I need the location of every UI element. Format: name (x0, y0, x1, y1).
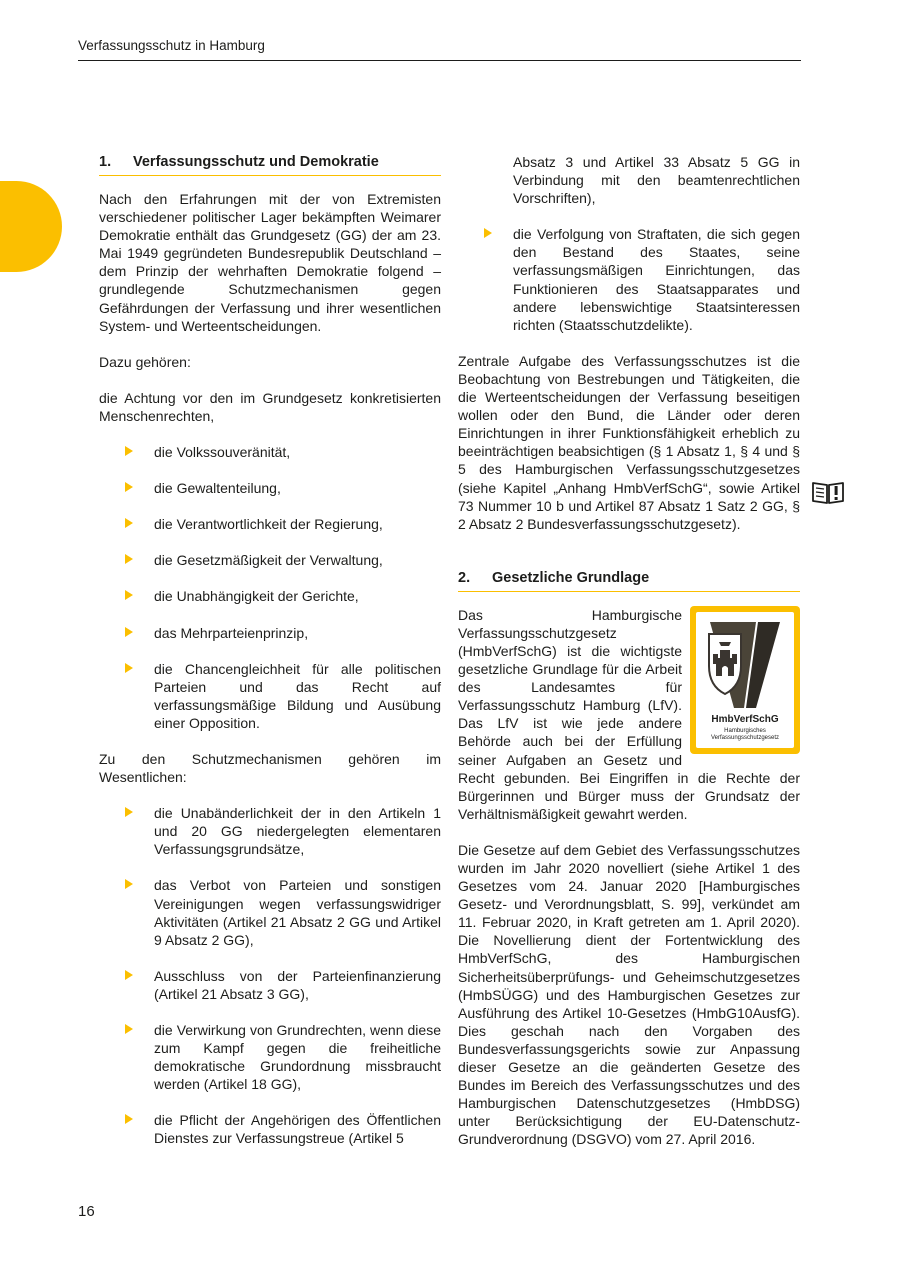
central-task-paragraph: Zentrale Aufgabe des Verfassungsschutzes ist die Beobachtung von Bestrebungen und Tätigkeiten, die die Werteentscheidungen der Verfassung beseitigen wollen oder den Bund, die Länder oder deren Einrichtungen in ihrer Funktionsfähigkeit erheblich zu beeinträchtigen beabsichtigen (§ 1 Absatz 1, § 4 und § 5 des Hamburgischen Verfassungsschutzgesetzes (siehe Kapitel „Anhang HmbVerfSchG“, sowie Artikel 73 Nummer 10 b und Artikel 87 Absatz 1 Satz 2 GG, § 2 Absatz 2 Bundesverfassungsschutzgesetz). (458, 352, 800, 532)
section-1-heading (99, 153, 441, 176)
triangle-bullet-icon (125, 663, 133, 673)
list-item: die Gesetzmäßigkeit der Verwaltung, (99, 551, 441, 569)
section-1-title: Verfassungsschutz und Demokratie (133, 154, 379, 170)
list-item: die Verwirkung von Grundrechten, wenn diese zum Kampf gegen die freiheitliche demokratische Grundordnung missbraucht werden (Artikel 18 GG), (99, 1021, 441, 1093)
left-column (99, 153, 441, 1166)
hamburg-coat-of-arms-v-logo (696, 612, 794, 712)
list-item: die Unabänderlichkeit der in den Artikeln 1 und 20 GG niedergelegten elementaren Verfassungsgrundsätze, (99, 804, 441, 858)
triangle-bullet-icon (125, 807, 133, 817)
mechanisms-list (99, 804, 441, 1147)
list-item: die Pflicht der Angehörigen des Öffentlichen Dienstes zur Verfassungstreue (Artikel 5 (99, 1111, 441, 1147)
section-2-paragraph-1: Das Hamburgische Verfassungsschutzgesetz (HmbVerfSchG) ist die wichtigste gesetzliche Grundlage für die Arbeit des Landesamtes für Verfassungsschutz Hamburg (LfV). Das LfV ist wie jede andere Behörde auch bei der Erfüllung seiner Aufgaben an Gesetz und Recht gebunden. Bei Eingriffen in die Rechte der Bürgerinnen und Bürger muss der Grundsatz der Verhältnismäßigkeit gewahrt werden. (458, 606, 800, 822)
section-2-title: Gesetzliche Grundlage (492, 569, 650, 586)
list-item: das Verbot von Parteien und sonstigen Vereinigungen wegen verfassungswidriger Aktivitäten (Artikel 21 Absatz 2 GG und Artikel 9 Absatz 2 GG), (99, 876, 441, 948)
header-rule (78, 60, 801, 61)
triangle-bullet-icon (125, 554, 133, 564)
triangle-bullet-icon (125, 627, 133, 637)
list-item: das Mehrparteienprinzip, (99, 624, 441, 642)
chapter-tab-marker (0, 181, 62, 272)
mechanism-continuation: Absatz 3 und Artikel 33 Absatz 5 GG in Verbindung mit den beamtenrechtlichen Vorschriften), (513, 154, 800, 207)
triangle-bullet-icon (125, 482, 133, 492)
right-column (458, 153, 800, 1149)
list-item: die Unabhängigkeit der Gerichte, (99, 587, 441, 605)
triangle-bullet-icon (125, 590, 133, 600)
list-item: die Verfolgung von Straftaten, die sich gegen den Bestand des Staates, seine verfassungsmäßigen Einrichtungen, das Funktionieren des Staatsapparates und andere lebenswichtige Staatsinteressen richten (Staatsschutzdelikte). (458, 225, 800, 334)
hmbverfschg-logo (690, 606, 800, 754)
running-title: Verfassungsschutz in Hamburg (78, 38, 265, 53)
list-item: die Gewaltenteilung, (99, 479, 441, 497)
list-item: Ausschluss von der Parteienfinanzierung (Artikel 21 Absatz 3 GG), (99, 967, 441, 1003)
dazu-gehoeren: Dazu gehören: (99, 353, 191, 370)
triangle-bullet-icon (125, 518, 133, 528)
logo-title: HmbVerfSchG (711, 713, 779, 725)
section-2-heading (458, 569, 800, 592)
principles-list (99, 443, 441, 732)
triangle-bullet-icon (125, 879, 133, 889)
logo-subtitle: Hamburgisches Verfassungsschutzgesetz (710, 727, 780, 741)
triangle-bullet-icon (125, 446, 133, 456)
triangle-bullet-icon (125, 1114, 133, 1124)
section-1-intro: Nach den Erfahrungen mit der von Extremisten verschiedener politischer Lager bekämpften Weimarer Demokratie enthält das Grundgesetz (GG) der am 23. Mai 1949 gegründeten Bundesrepublik Deutschland – dem Prinzip der wehrhaften Demokratie folgend – grundlegende Schutzmechanismen gegen Gefährdungen der Verfassung und ihrer wesentlichen System- und Werteentscheidungen. (99, 191, 441, 334)
triangle-bullet-icon (125, 1024, 133, 1034)
mechanisms-intro: Zu den Schutzmechanismen gehören im Wesentlichen: (99, 750, 441, 786)
mechanisms-list-continued (458, 225, 800, 334)
book-exclamation-icon (811, 479, 845, 505)
triangle-bullet-icon (484, 228, 492, 238)
menschenrechte-text: die Achtung vor den im Grundgesetz konkretisierten Menschenrechten, (99, 389, 441, 424)
page-number: 16 (78, 1203, 95, 1220)
section-1-number: 1. (99, 154, 112, 170)
triangle-bullet-icon (125, 970, 133, 980)
list-item: die Verantwortlichkeit der Regierung, (99, 515, 441, 533)
list-item: die Chancengleichheit für alle politischen Parteien und das Recht auf verfassungsmäßige Bildung und Ausübung einer Opposition. (99, 660, 441, 732)
section-2-number: 2. (458, 569, 471, 586)
section-2-paragraph-2: Die Gesetze auf dem Gebiet des Verfassungsschutzes wurden im Jahr 2020 novelliert (siehe Artikel 1 des Gesetzes vom 24. Januar 2020 [Hamburgisches Gesetz- und Verordnungsblatt, S. 99], verkündet am 11. Februar 2020, in Kraft getreten am 1. April 2020). Die Novellierung dient der Fortentwicklung des HmbVerfSchG, des Hamburgischen Sicherheitsüberprüfungs- und Geheimschutzgesetzes (HmbSÜGG) und des Hamburgischen Gesetzes zur Ausführung des Artikel 10-Gesetzes (HmbG10AusfG). Dies geschah nach den Vorgaben des Bundesverfassungsgerichts sowie zur Anpassung dieser Gesetze an die geänderten Gesetze des Bundes im Bereich des Verfassungsschutzes und des Hamburgischen Datenschutzgesetzes (HmbDSG) unter Berücksichtigung der EU-Datenschutz-Grundverordnung (DSGVO) vom 27. April 2016. (458, 841, 800, 1148)
list-item: die Volkssouveränität, (99, 443, 441, 461)
